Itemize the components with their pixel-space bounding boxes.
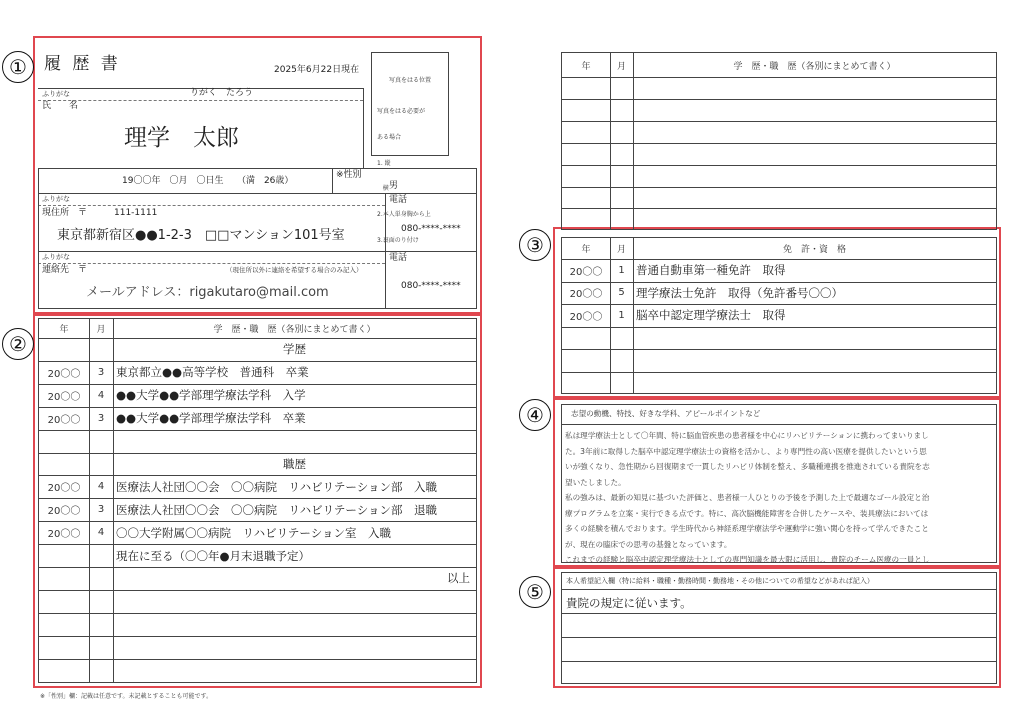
row-month [89, 544, 113, 567]
birth-date: 19〇〇年 〇月 〇日生 （満 26歳） [122, 176, 294, 186]
row-year: 20〇〇 [569, 311, 603, 323]
row-year [562, 349, 610, 372]
row-divider [562, 143, 996, 144]
wishes-box [561, 572, 997, 684]
row-divider [562, 77, 996, 78]
row-month [89, 338, 113, 361]
row-text: ●●大学●●学部理学療法学科 入学 [116, 388, 306, 403]
row-text: 〇〇大学附属〇〇病院 リハビリテーション室 入職 [116, 525, 391, 540]
address-furigana-label: ふりがな [42, 195, 70, 203]
gender-value: 男 [389, 181, 399, 191]
row-month [89, 590, 113, 613]
col-divider [610, 53, 611, 229]
contact-furigana-label: ふりがな [42, 253, 70, 261]
section-marker-2: ② [2, 328, 34, 360]
row-month [89, 453, 113, 476]
row-year: 20〇〇 [47, 529, 81, 541]
row-month: 4 [97, 481, 105, 493]
motivation-line: これまでの経験と脳卒中認定理学療法士としての専門知識を最大限に活用し、貴院のチーム医療の一員とし [565, 555, 930, 564]
row-month: 4 [97, 389, 105, 401]
address-postal: 111-1111 [114, 208, 158, 218]
row-text: 以上 [447, 571, 470, 586]
wishes-label: 本人希望記入欄（特に給料・職種・勤務時間・勤務地・その他についての希望などがあれば記入） [566, 577, 874, 585]
col-year-header: 年 [581, 245, 591, 255]
col-title-header: 免 許・資 格 [782, 245, 846, 255]
row-month: 3 [97, 504, 105, 516]
col-title-header: 学 歴・職 歴（各別にまとめて書く） [213, 325, 376, 335]
address-value: 東京都新宿区●●1-2-3 □□マンション101号室 [57, 228, 345, 243]
motivation-label: 志望の動機、特技、好きな学科、アピールポイントなど [571, 409, 761, 418]
row-year [39, 636, 89, 659]
row-divider [562, 99, 996, 100]
section-marker-3: ③ [519, 229, 551, 261]
motivation-line: が、現在の臨床での思考の基盤となっています。 [565, 539, 732, 549]
row-year [562, 372, 610, 395]
section-marker-4: ④ [519, 399, 551, 431]
row-text: 現在に至る（〇〇年●月末退職予定） [116, 548, 311, 563]
row-year: 20〇〇 [47, 414, 81, 426]
col-month-header: 月 [616, 245, 626, 255]
section-marker-1: ① [2, 51, 34, 83]
row-text: 医療法人社団〇〇会 〇〇病院 リハビリテーション部 退職 [116, 502, 437, 517]
full-name: 理学 太郎 [124, 125, 239, 151]
name-furigana: りがく たろう [190, 88, 254, 98]
row-year [39, 453, 89, 476]
name-furigana-label: ふりがな [42, 90, 70, 98]
row-month [89, 613, 113, 636]
personal-info-frame [38, 168, 477, 309]
licenses-table [561, 237, 997, 394]
motivation-line: 望いたしました。 [565, 477, 626, 487]
motivation-line: 私は理学療法士として〇年間、特に脳血管疾患の患者様を中心にリハビリテーションに携わってまいりまし [565, 431, 929, 440]
row-month: 4 [97, 527, 105, 539]
contact-phone: 080-****-**** [401, 281, 461, 291]
contact-phone-label: 電話 [389, 253, 408, 263]
motivation-line: 私の強みは、最新の知見に基づいた評価と、患者様一人ひとりの予後を予測した上で最適なゴール設定と治 [565, 493, 930, 502]
footnote: ※「性別」欄：記載は任意です。未記載とすることも可能です。 [40, 693, 213, 700]
history-continuation-table [561, 52, 997, 230]
address-phone-label: 電話 [389, 195, 408, 205]
col-divider [633, 238, 634, 393]
row-year [39, 338, 89, 361]
row-month: 3 [97, 412, 105, 424]
row-year [562, 327, 610, 350]
col-divider [113, 319, 114, 682]
row-year: 20〇〇 [47, 368, 81, 380]
row-divider [562, 165, 996, 166]
row-year: 20〇〇 [569, 289, 603, 301]
row-text: 普通自動車第一種免許 取得 [636, 263, 786, 278]
wishes-text: 貴院の規定に従います。 [566, 596, 692, 610]
row-text [116, 590, 475, 613]
row-year: 20〇〇 [47, 506, 81, 518]
row-text: 医療法人社団〇〇会 〇〇病院 リハビリテーション部 入職 [116, 479, 437, 494]
row-text: 理学療法士免許 取得（免許番号〇〇） [636, 285, 843, 300]
contact-value: メールアドレス：rigakutaro@mail.com [86, 285, 329, 300]
document-date: 2025年6月22日現在 [274, 65, 360, 75]
row-month: 3 [97, 366, 105, 378]
contact-label: 連絡先 〒 [42, 265, 88, 275]
name-label: 氏 名 [42, 101, 79, 111]
address-label: 現住所 〒 [42, 208, 88, 218]
row-text: 東京都立●●高等学校 普通科 卒業 [116, 365, 309, 380]
motivation-line: いが強くなり、急性期から回復期まで一貫したリハビリ体制を整え、多職種連携を推進されている貴院を志 [565, 462, 930, 471]
row-year: 20〇〇 [569, 266, 603, 278]
row-text [116, 430, 475, 453]
row-divider [562, 187, 996, 188]
motivation-line: 多くの経験を積んでおります。学生時代から神経系理学療法学や運動学に強い関心を持って学んできたこと [565, 524, 929, 533]
row-month [89, 567, 113, 590]
col-divider [633, 53, 634, 229]
row-month: 1 [618, 264, 625, 276]
col-month-header: 月 [616, 61, 626, 72]
motivation-box [561, 404, 997, 563]
row-month [610, 349, 633, 372]
row-year: 20〇〇 [47, 391, 81, 403]
row-month: 5 [618, 287, 625, 299]
gender-label: ※性別 [336, 170, 362, 180]
row-text [636, 372, 995, 395]
row-text: ●●大学●●学部理学療法学科 卒業 [116, 411, 306, 426]
row-divider [562, 121, 996, 122]
row-year [39, 430, 89, 453]
row-year [39, 567, 89, 590]
row-year [39, 544, 89, 567]
col-month-header: 月 [96, 325, 106, 335]
row-year [39, 613, 89, 636]
section-heading: 学歴 [283, 342, 306, 357]
row-year [39, 590, 89, 613]
photo-instructions: 写真をはる位置 写真をはる必要が ある場合 1. 縦 横 2.本人単身胸から上 3.裏面のり付け [377, 77, 431, 244]
row-month [89, 430, 113, 453]
row-month [610, 372, 633, 395]
row-text [636, 349, 995, 372]
row-text [116, 659, 475, 682]
address-phone: 080-****-**** [401, 224, 461, 234]
col-year-header: 年 [59, 325, 69, 335]
row-divider [562, 208, 996, 209]
row-text: 脳卒中認定理学療法士 取得 [636, 308, 786, 323]
motivation-line: 療プログラムを立案・実行できる点です。特に、高次脳機能障害を合併したケースや、装具療法においては [565, 508, 929, 518]
row-month: 1 [618, 309, 625, 321]
section-heading: 職歴 [283, 456, 306, 471]
row-month [89, 636, 113, 659]
row-month [89, 659, 113, 682]
row-month [610, 327, 633, 350]
section-marker-5: ⑤ [519, 576, 551, 608]
row-year [39, 659, 89, 682]
row-year: 20〇〇 [47, 483, 81, 495]
history-table [38, 318, 477, 683]
col-year-header: 年 [581, 61, 591, 72]
document-title: 履 歴 書 [44, 54, 121, 74]
row-text [116, 636, 475, 659]
motivation-line: た。3年前に取得した脳卒中認定理学療法士の資格を活かし、より専門性の高い医療を提供したいという思 [565, 446, 927, 456]
row-text [116, 613, 475, 636]
col-title-header: 学 歴・職 歴（各別にまとめて書く） [733, 61, 896, 72]
row-text [636, 327, 995, 350]
contact-note: （現住所以外に連絡を希望する場合のみ記入） [226, 266, 363, 274]
